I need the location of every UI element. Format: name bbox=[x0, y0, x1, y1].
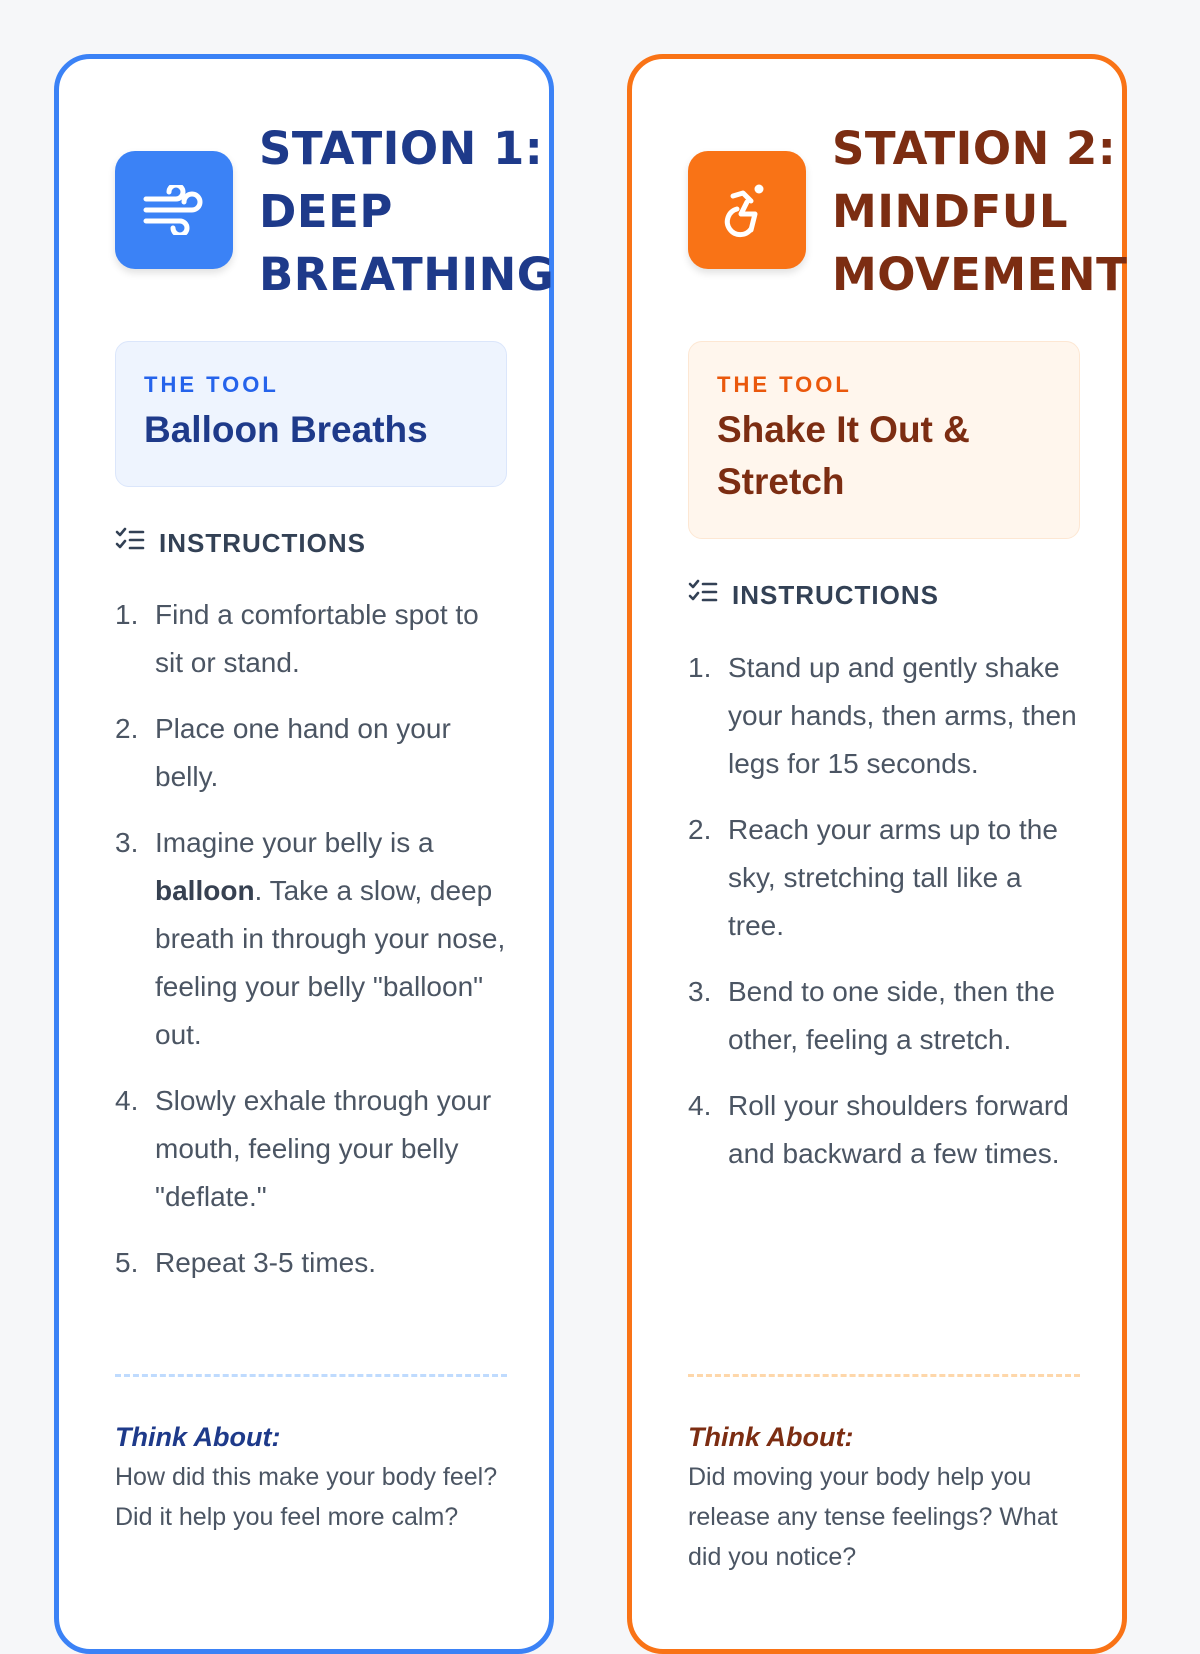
station-title: STATION 1: DEEP BREATHING bbox=[259, 122, 555, 301]
instructions-heading bbox=[688, 579, 939, 612]
think-label: Think About: bbox=[115, 1422, 281, 1452]
tool-box bbox=[688, 341, 1080, 539]
think-text: How did this make your body feel? Did it help you feel more calm? bbox=[115, 1463, 498, 1531]
think-text: Did moving your body help you release any tense feelings? What did you notice? bbox=[688, 1463, 1058, 1571]
list-item: 1. Find a comfortable spot to sit or stand. bbox=[115, 599, 479, 678]
list-item: 5. Repeat 3-5 times. bbox=[115, 1247, 376, 1278]
list-item: 4. Roll your shoulders forward and backward a few times. bbox=[688, 1090, 1069, 1169]
wheelchair-active-icon bbox=[688, 151, 806, 269]
list-item: 2. Place one hand on your belly. bbox=[115, 713, 451, 792]
instructions-heading bbox=[115, 527, 366, 560]
instruction-list bbox=[688, 644, 1080, 1196]
instruction-list bbox=[115, 591, 507, 1305]
think-about bbox=[115, 1417, 515, 1537]
list-item: 1. Stand up and gently shake your hands, then arms, then legs for 15 seconds. bbox=[688, 652, 1077, 779]
instructions-label: INSTRUCTIONS bbox=[732, 580, 939, 610]
wind-icon bbox=[115, 151, 233, 269]
list-item: 3. Bend to one side, then the other, feeling a stretch. bbox=[688, 976, 1055, 1055]
think-about bbox=[688, 1417, 1088, 1577]
checklist-icon bbox=[688, 579, 718, 612]
list-item: 4. Slowly exhale through your mouth, feeling your belly "deflate." bbox=[115, 1085, 492, 1212]
tool-name: Balloon Breaths bbox=[144, 409, 428, 450]
list-item: 2. Reach your arms up to the sky, stretching tall like a tree. bbox=[688, 814, 1058, 941]
divider bbox=[688, 1374, 1080, 1377]
tool-label: THE TOOL bbox=[144, 372, 279, 397]
tool-name: Shake It Out & Stretch bbox=[717, 409, 970, 502]
station-card-2 bbox=[627, 54, 1127, 1654]
tool-box bbox=[115, 341, 507, 487]
think-label: Think About: bbox=[688, 1422, 854, 1452]
tool-label: THE TOOL bbox=[717, 372, 852, 397]
checklist-icon bbox=[115, 527, 145, 560]
list-item: 3. Imagine your belly is a balloon. Take a slow, deep breath in through your nose, feeling your belly "balloon" out. bbox=[115, 827, 506, 1050]
instructions-label: INSTRUCTIONS bbox=[159, 528, 366, 558]
station-title: STATION 2: MINDFUL MOVEMENT bbox=[832, 122, 1128, 301]
station-card-1 bbox=[54, 54, 554, 1654]
divider bbox=[115, 1374, 507, 1377]
